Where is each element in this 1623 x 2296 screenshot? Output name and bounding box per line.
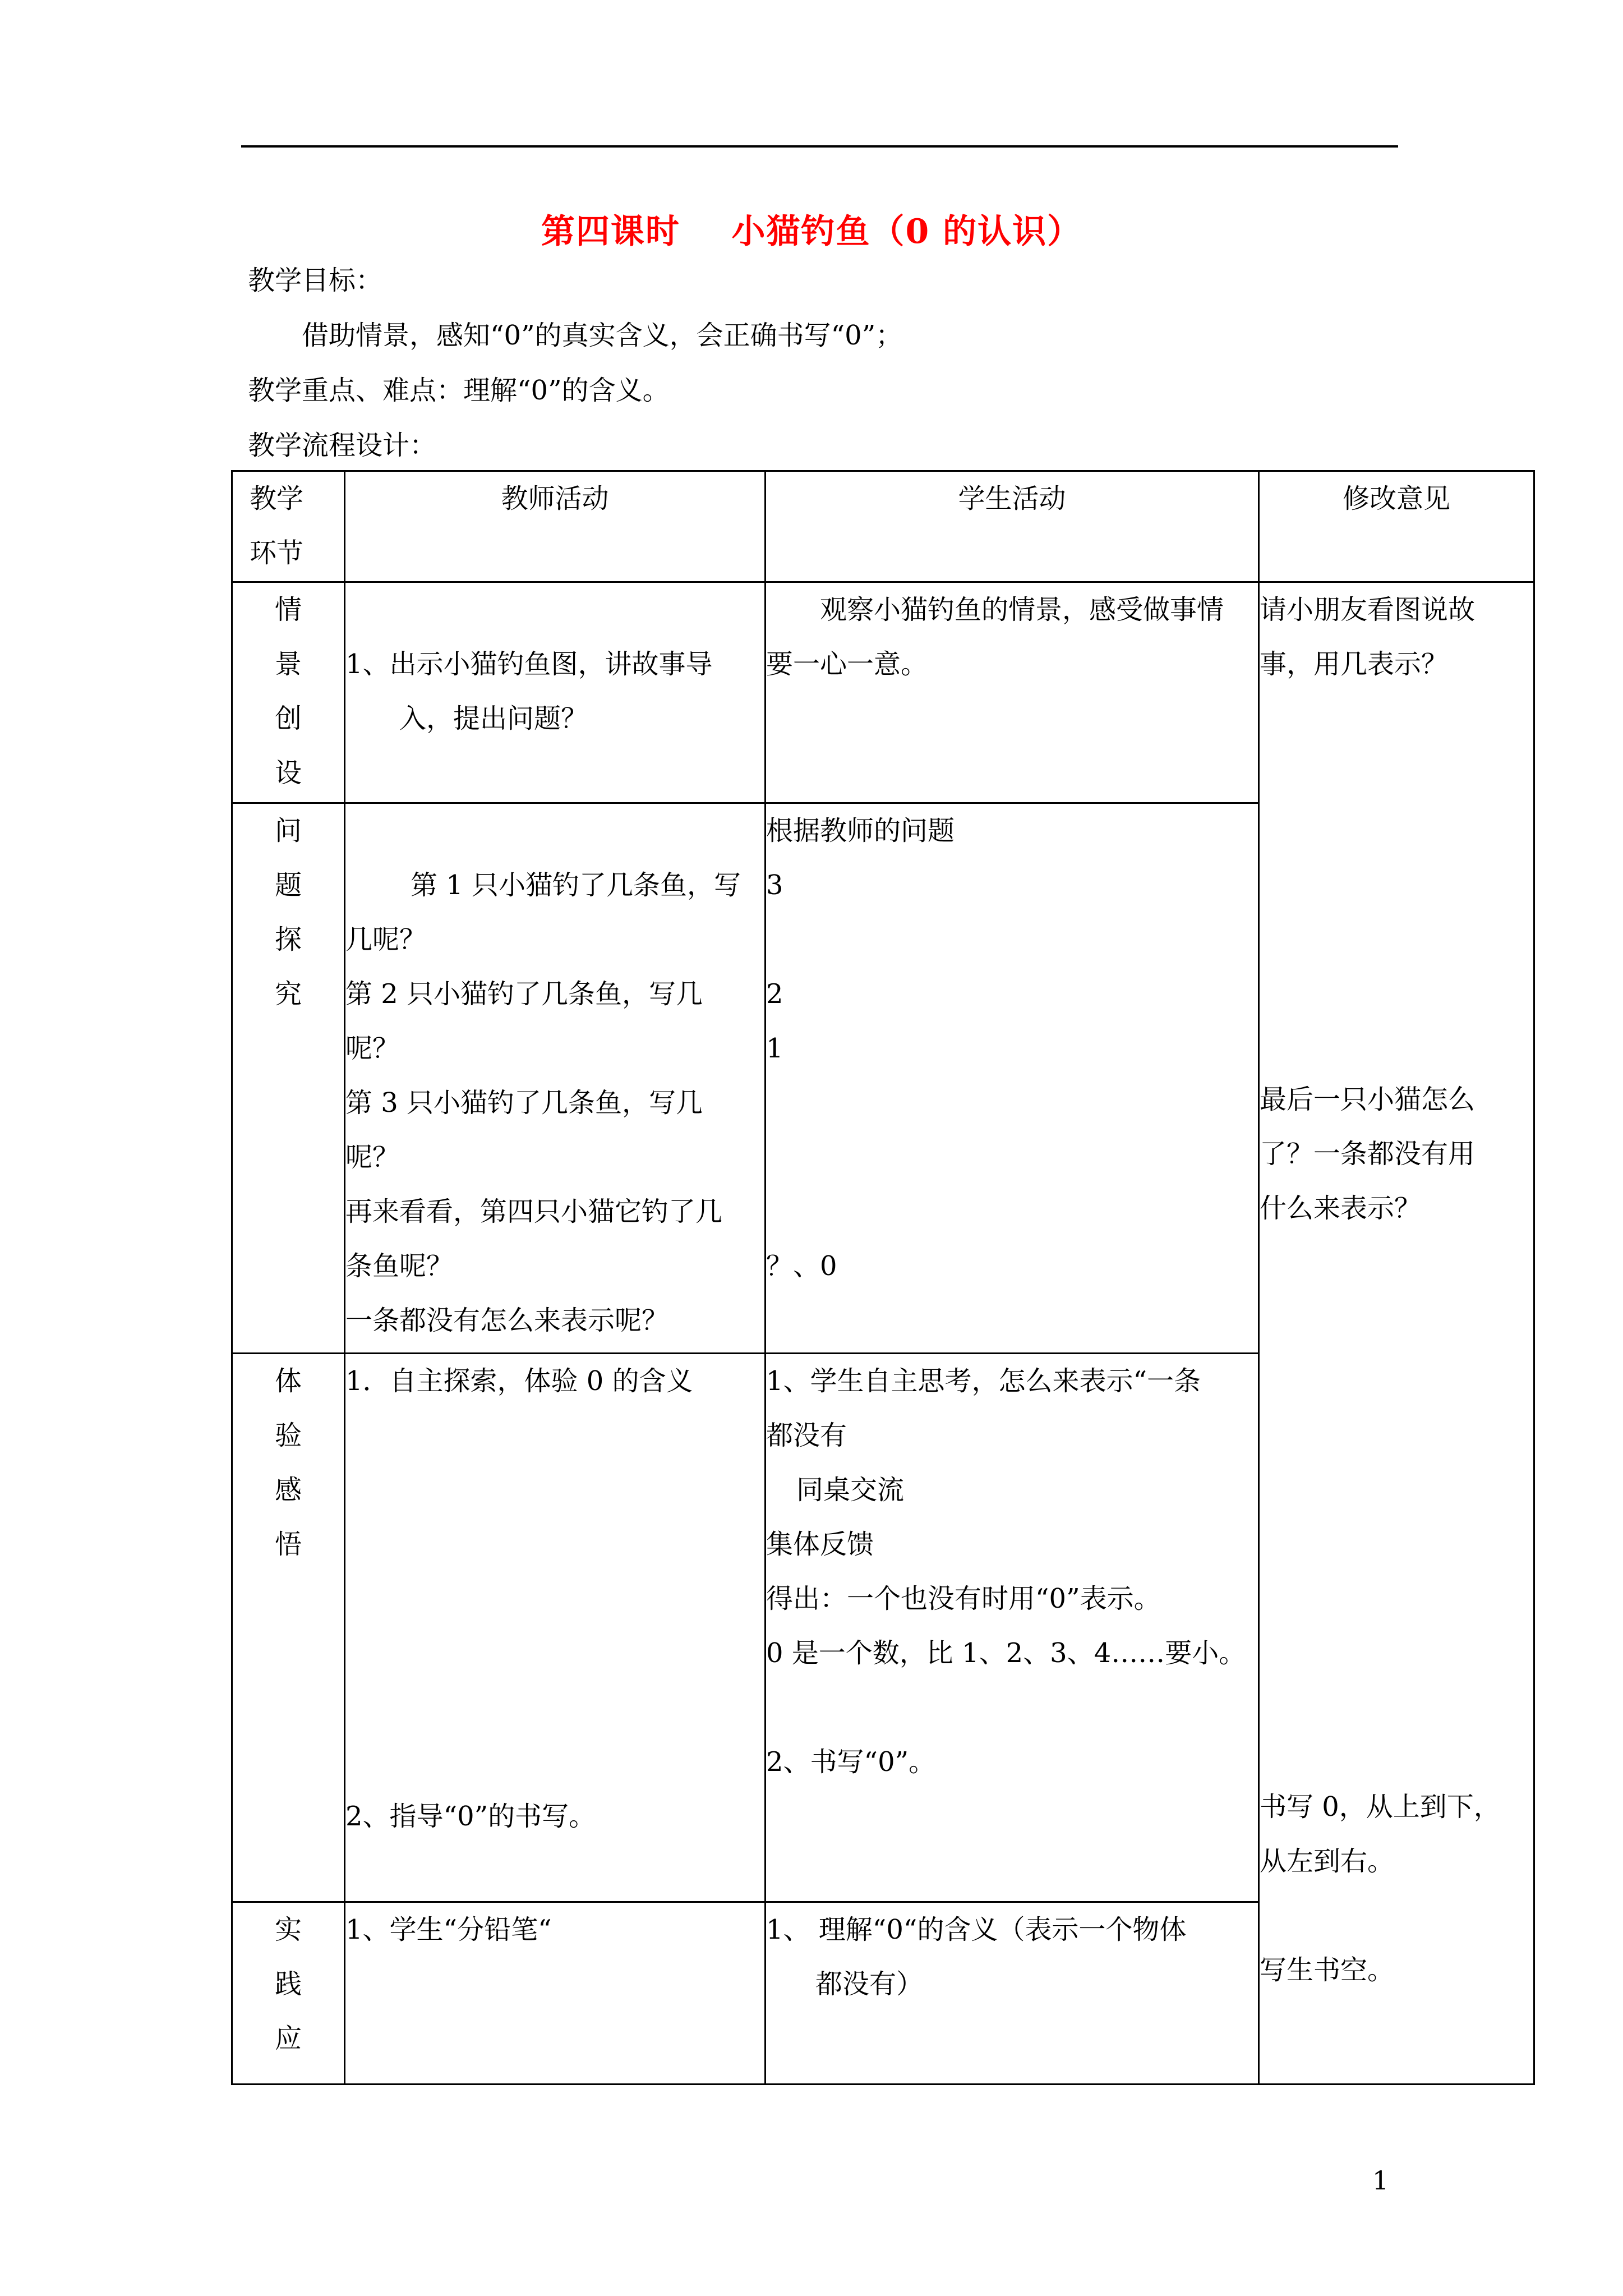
- teacher-cell: 第 1 只小猫钓了几条鱼，写 几呢？ 第 2 只小猫钓了几条鱼，写几 呢？ 第 3 只小猫钓了几条鱼，写几 呢？ 再来看看，第四只小猫它钓了几 条鱼呢？ 一条都没有怎么来表示呢？: [345, 803, 766, 1354]
- stage-cell: 实 践 应: [232, 1902, 345, 2085]
- key-points: 教学重点、难点：理解“0”的含义。: [248, 375, 670, 406]
- page-number: 1: [1372, 2165, 1389, 2196]
- student-cell: 1、 理解“0“的含义（表示一个物体 都没有）: [766, 1902, 1259, 2085]
- stage-cell: 问 题 探 究: [232, 803, 345, 1354]
- student-cell: 观察小猫钓鱼的情景，感受做事情 要一心一意。: [766, 582, 1259, 803]
- header-notes: 修改意见: [1259, 471, 1534, 582]
- header-teacher: 教师活动: [345, 471, 766, 582]
- student-cell: 根据教师的问题 3 2 1 ？、0: [766, 803, 1259, 1354]
- header-student: 学生活动: [766, 471, 1259, 582]
- objectives-label: 教学目标：: [248, 265, 383, 296]
- lesson-title: 第四课时 小猫钓鱼（0 的认识）: [541, 212, 1082, 251]
- header-rule: [241, 145, 1398, 148]
- table-header-row: [232, 471, 1534, 582]
- teacher-cell: 1、出示小猫钓鱼图，讲故事导 入，提出问题？: [345, 582, 766, 803]
- stage-cell: 体 验 感 悟: [232, 1354, 345, 1902]
- header-stage: 教学 环节: [232, 471, 345, 582]
- table-row: [232, 582, 1534, 803]
- teacher-cell: 1．自主探索，体验 0 的含义 2、指导“0”的书写。: [345, 1354, 766, 1902]
- lesson-plan-table: [231, 470, 1535, 2085]
- student-cell: 1、学生自主思考，怎么来表示“一条 都没有 同桌交流 集体反馈 得出：一个也没有时用“0”表示。 0 是一个数，比 1、2、3、4……要小。 2、书写“0”。: [766, 1354, 1259, 1902]
- flow-label: 教学流程设计：: [248, 430, 437, 461]
- teacher-cell: 1、学生“分铅笔“: [345, 1902, 766, 2085]
- objectives-text: 借助情景，感知“0”的真实含义，会正确书写“0”；: [302, 320, 903, 351]
- notes-cell: 请小朋友看图说故 事，用几表示？ 最后一只小猫怎么 了？一条都没有用 什么来表示？ 书写 0，从上到下， 从左到右。 写生书空。: [1259, 582, 1534, 2085]
- stage-cell: 情 景 创 设: [232, 582, 345, 803]
